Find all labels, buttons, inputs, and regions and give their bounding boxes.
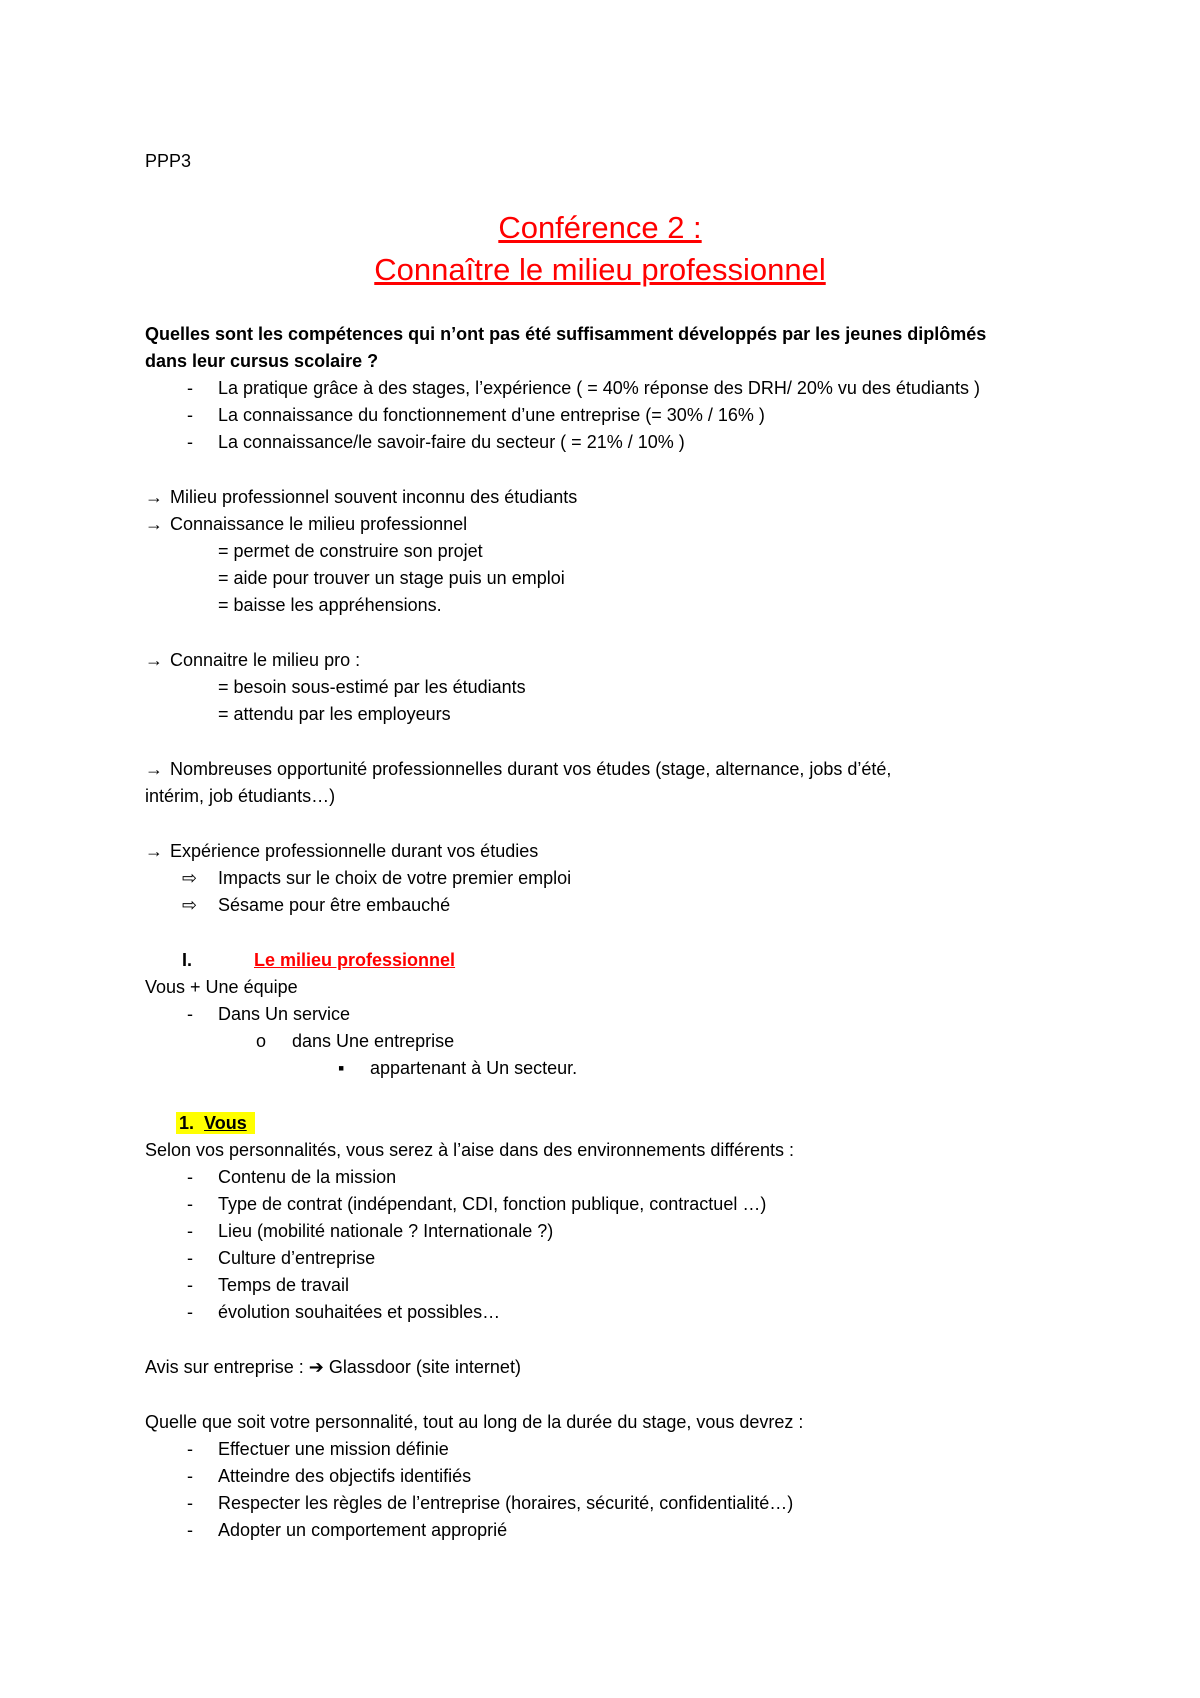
subsection1-bullet-6: évolution souhaitées et possibles… bbox=[218, 1302, 501, 1322]
bullet-dash: - bbox=[187, 1520, 193, 1540]
document-title-line2: Connaître le milieu professionnel bbox=[374, 252, 826, 287]
subsection1-number: 1. Vous bbox=[176, 1112, 255, 1134]
right-arrow-icon: → bbox=[145, 650, 163, 670]
subsection1-intro: Selon vos personnalités, vous serez à l’aise dans des environnements différents : bbox=[145, 1140, 795, 1160]
avis-line bbox=[145, 1356, 521, 1378]
intro-question-line2: dans leur cursus scolaire ? bbox=[145, 351, 379, 371]
duties-intro: Quelle que soit votre personnalité, tout au long de la durée du stage, vous devrez : bbox=[145, 1412, 804, 1432]
bullet-dash: - bbox=[187, 1466, 193, 1486]
arrow2-item-1: = permet de construire son projet bbox=[218, 541, 483, 561]
arrow3-item-1: = besoin sous-estimé par les étudiants bbox=[218, 677, 526, 697]
bullet-dash: - bbox=[187, 1439, 193, 1459]
right-arrow-icon: → bbox=[145, 514, 163, 534]
arrow-text-5: Expérience professionnelle durant vos étudies bbox=[170, 841, 539, 861]
section1-line: Vous + Une équipe bbox=[145, 977, 298, 997]
section1-heading: Le milieu professionnel bbox=[254, 950, 456, 970]
duty-2: Atteindre des objectifs identifiés bbox=[218, 1466, 472, 1486]
bullet-dash: - bbox=[187, 1302, 193, 1322]
bullet-dash: - bbox=[187, 378, 193, 398]
arrow-text-4-line2: intérim, job étudiants…) bbox=[145, 786, 336, 806]
duty-1: Effectuer une mission définie bbox=[218, 1439, 449, 1459]
square-bullet-icon: ▪ bbox=[338, 1058, 345, 1078]
subsection1-bullet-3: Lieu (mobilité nationale ? Internationale ?) bbox=[218, 1221, 554, 1241]
circle-bullet-icon: o bbox=[256, 1031, 267, 1051]
outline-arrow-icon: ⇨ bbox=[182, 868, 198, 888]
avis-text: Glassdoor (site internet) bbox=[328, 1357, 521, 1377]
section1-number: I. bbox=[182, 950, 193, 970]
subsection1-bullet-4: Culture d’entreprise bbox=[218, 1248, 376, 1268]
bullet-dash: - bbox=[187, 1221, 193, 1241]
bullet-dash: - bbox=[187, 432, 193, 452]
arrow-text-3: Connaitre le milieu pro : bbox=[170, 650, 361, 670]
subsection1-heading: Vous bbox=[204, 1113, 247, 1133]
intro-bullet-2: La connaissance du fonctionnement d’une entreprise (= 30% / 16% ) bbox=[218, 405, 765, 425]
arrow2-item-2: = aide pour trouver un stage puis un emploi bbox=[218, 568, 565, 588]
avis-label: Avis sur entreprise : bbox=[145, 1357, 304, 1377]
right-arrow-icon: → bbox=[145, 841, 163, 861]
bullet-dash: - bbox=[187, 1275, 193, 1295]
bullet-dash: - bbox=[187, 1493, 193, 1513]
subsection1-bullet-2: Type de contrat (indépendant, CDI, fonction publique, contractuel …) bbox=[218, 1194, 767, 1214]
section1-level2: dans Une entreprise bbox=[292, 1031, 455, 1051]
subsection1-bullet-1: Contenu de la mission bbox=[218, 1167, 397, 1187]
intro-bullet-1: La pratique grâce à des stages, l’expérience ( = 40% réponse des DRH/ 20% vu des étudiants ) bbox=[218, 378, 980, 398]
duty-4: Adopter un comportement approprié bbox=[218, 1520, 508, 1540]
arrow5-item-1: Impacts sur le choix de votre premier emploi bbox=[218, 868, 572, 888]
intro-question-line1: Quelles sont les compétences qui n’ont pas été suffisamment développés par les jeunes diplômés bbox=[145, 324, 987, 344]
arrow2-item-3: = baisse les appréhensions. bbox=[218, 595, 442, 615]
doc-code: PPP3 bbox=[145, 151, 192, 171]
bullet-dash: - bbox=[187, 1248, 193, 1268]
subsection1-bullet-5: Temps de travail bbox=[218, 1275, 350, 1295]
arrow-text-4-line1: Nombreuses opportunité professionnelles durant vos études (stage, alternance, jobs d’été, bbox=[170, 759, 892, 779]
arrow-text-1: Milieu professionnel souvent inconnu des étudiants bbox=[170, 487, 578, 507]
arrow3-item-2: = attendu par les employeurs bbox=[218, 704, 451, 724]
bold-arrow-icon: ➔ bbox=[308, 1357, 324, 1377]
duty-3: Respecter les règles de l’entreprise (horaires, sécurité, confidentialité…) bbox=[218, 1493, 794, 1513]
intro-bullet-3: La connaissance/le savoir-faire du secteur ( = 21% / 10% ) bbox=[218, 432, 685, 452]
bullet-dash: - bbox=[187, 1167, 193, 1187]
bullet-dash: - bbox=[187, 405, 193, 425]
right-arrow-icon: → bbox=[145, 759, 163, 779]
arrow5-item-2: Sésame pour être embauché bbox=[218, 895, 451, 915]
arrow-text-2: Connaissance le milieu professionnel bbox=[170, 514, 468, 534]
section1-level1: Dans Un service bbox=[218, 1004, 351, 1024]
bullet-dash: - bbox=[187, 1194, 193, 1214]
section1-level3: appartenant à Un secteur. bbox=[370, 1058, 578, 1078]
document-title-line1: Conférence 2 : bbox=[498, 210, 702, 245]
bullet-dash: - bbox=[187, 1004, 193, 1024]
right-arrow-icon: → bbox=[145, 487, 163, 507]
outline-arrow-icon: ⇨ bbox=[182, 895, 198, 915]
